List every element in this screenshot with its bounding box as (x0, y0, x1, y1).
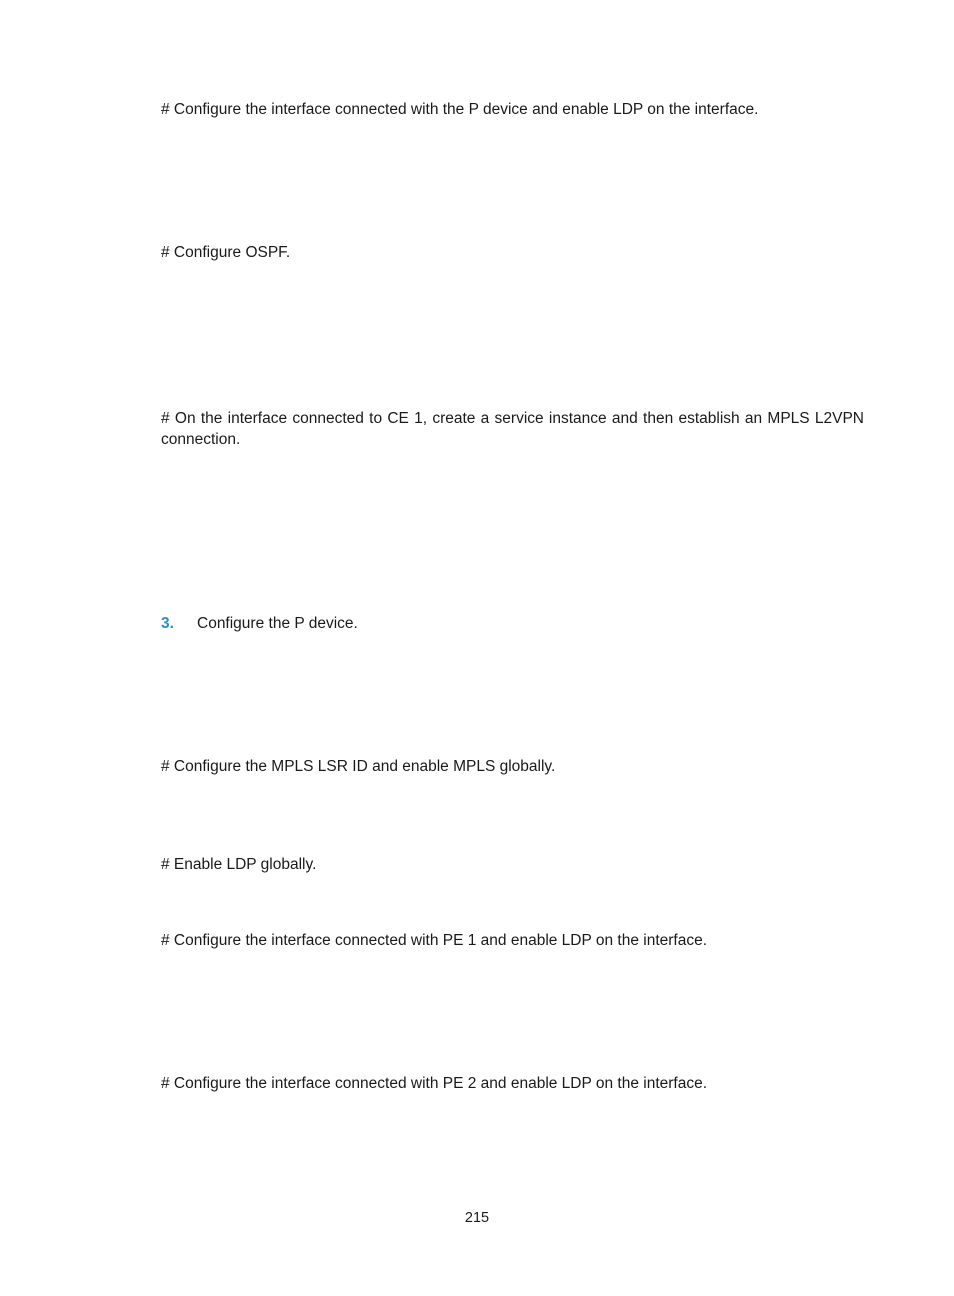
instruction-pe1-interface: # Configure the interface connected with PE 1 and enable LDP on the interface. (161, 932, 708, 949)
instruction-pe2-interface: # Configure the interface connected with PE 2 and enable LDP on the interface. (161, 1075, 708, 1092)
instruction-service-instance: # On the interface connected to CE 1, create a service instance and then establish an MPLS L2VPN connection. (161, 410, 864, 448)
instruction-mpls-lsr-id: # Configure the MPLS LSR ID and enable MPLS globally. (161, 758, 556, 775)
instruction-p-device-interface: # Configure the interface connected with the P device and enable LDP on the interface. (161, 101, 759, 118)
step-text: Configure the P device. (197, 615, 358, 632)
page-number: 215 (464, 1210, 490, 1226)
step-number: 3. (161, 615, 174, 632)
step-configure-p-device (161, 613, 358, 634)
instruction-configure-ospf: # Configure OSPF. (161, 244, 291, 261)
instruction-enable-ldp: # Enable LDP globally. (161, 856, 317, 873)
